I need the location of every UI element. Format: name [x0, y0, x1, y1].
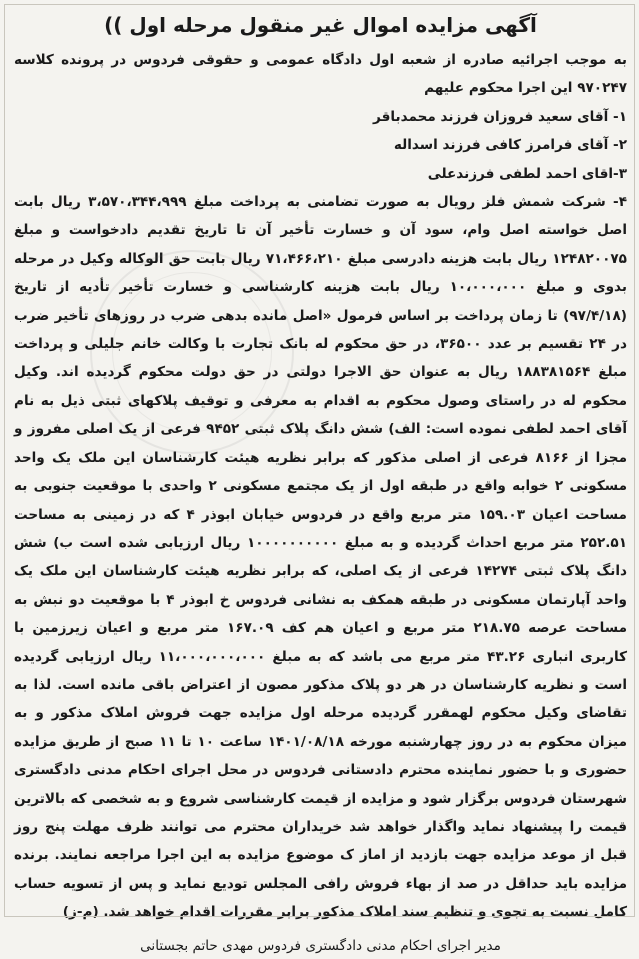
- main-paragraph: ۴- شرکت شمش فلز رویال به صورت تضامنی به پرداخت مبلغ ۳،۵۷۰،۳۴۴،۹۹۹ ریال بابت اصل خواسته اصل وام، سود آن و خسارت تأخیر آن تا تاریخ تقدیم دادخواست و مبلغ ۱۲۴۸۲۰۰۷۵ ریال بابت هزینه دادرسی مبلغ ۷۱،۴۶۶،۲۱۰ ریال بابت حق الوکاله وکیل در مرحله بدوی و مبلغ ۱۰،۰۰۰،۰۰۰ ریال بابت هزینه کارشناسی و خسارت تأخیر تأدیه از تاریخ (۹۷/۴/۱۸) تا زمان پرداخت بر اساس فرمول «اصل مانده بدهی ضرب در روزهای تأخیر ضرب در ۲۴ تقسیم بر عدد ۳۶۵۰۰، در حق محکوم له بانک تجارت با وکالت خانم جلیلی و پرداخت مبلغ ۱۸۸۳۸۱۵۶۴ ریال به عنوان حق الاجرا دولتی در حق دولت محکوم گردیده اند. وکیل محکوم له در راستای وصول محکوم به اقدام به معرفی و توقیف پلاکهای ثبتی ذیل به نام آقای احمد لطفی نموده است: الف) شش دانگ پلاک ثبتی ۹۴۵۲ فرعی از یک اصلی مفروز و مجزا از ۸۱۶۶ فرعی از اصلی مذکور که برابر نظریه هیئت کارشناسان این ملک یک واحد مسکونی ۲ خوابه واقع در طبقه اول از یک مجتمع مسکونی ۲ واحدی با موقعیت جنوبی به مساحت اعیان ۱۵۹.۰۳ متر مربع واقع در فردوس خیابان ابوذر ۴ که در زمینی به مساحت ۲۵۲.۵۱ متر مربع احداث گردیده و به مبلغ ۱۰۰۰۰۰۰۰۰۰۰ ریال ارزیابی شده است ب) شش دانگ پلاک ثبتی ۱۴۲۷۴ فرعی از یک اصلی، که برابر نظریه هیئت کارشناسان این ملک یک واحد آپارتمان مسکونی در طبقه همکف به نشانی فردوس خ ابوذر ۴ با موقعیت دو نبش به مساحت عرصه ۲۱۸.۷۵ متر مربع و اعیان هم کف ۱۶۷.۰۹ متر مربع و اعیان زیرزمین با کاربری انباری ۴۳.۲۶ متر مربع می باشد که به مبلغ ۱۱،۰۰۰،۰۰۰،۰۰۰ ریال ارزیابی گردیده است و نظریه کارشناسان در هر دو پلاک مذکور مصون از اعتراض باقی مانده است. لذا به تقاضای وکیل محکوم لهمقرر گردیده مرحله اول مزایده جهت فروش املاک مذکور و به میزان محکوم به در روز چهارشنبه مورخه ۱۴۰۱/۰۸/۱۸ ساعت ۱۰ تا ۱۱ صبح از طریق مزایده حضوری و با حضور نماینده محترم دادستانی فردوس در محل اجرای احکام مدنی دادگستری شهرستان فردوس برگزار شود و مزایده از قیمت کارشناسی شروع و به شخصی که بالاترین قیمت را پیشنهاد نماید واگذار خواهد شد خریداران محترم می توانند ظرف مهلت پنج روز قبل از موعد مزایده جهت بازدید از اماز ک موضوع مزایده به این اجرا مراجعه نمایند. برنده مزایده باید حداقل در صد از بهاء فروش رافی المجلس تودیع نماید و پس از تسویه حساب کامل نسبت به تجوی و تنظیم سند املاک مذکور برابر مقررات اقدام خواهد شد. (م-ز): [14, 194, 627, 921]
- page-frame: [4, 4, 635, 917]
- intro-paragraph: به موجب اجرائیه صادره از شعبه اول دادگاه عمومی و حقوقی فردوس در پرونده کلاسه ۹۷۰۲۴۷ این اجرا محکوم علیهم: [14, 52, 627, 97]
- debtor-item-2: ۲- آقای فرامرز کافی فرزند اسداله: [393, 137, 627, 154]
- debtor-item-3: ۳-اقای احمد لطفی فرزندعلی: [427, 165, 627, 182]
- signature-line: مدیر اجرای احکام مدنی دادگستری فردوس مهدی حاتم بجستانی: [140, 937, 501, 954]
- notice-title: آگهی مزایده اموال غیر منقول مرحله اول )): [104, 13, 537, 37]
- debtor-item-1: ۱- آقای سعید فروزان فرزند محمدباقر: [373, 108, 627, 125]
